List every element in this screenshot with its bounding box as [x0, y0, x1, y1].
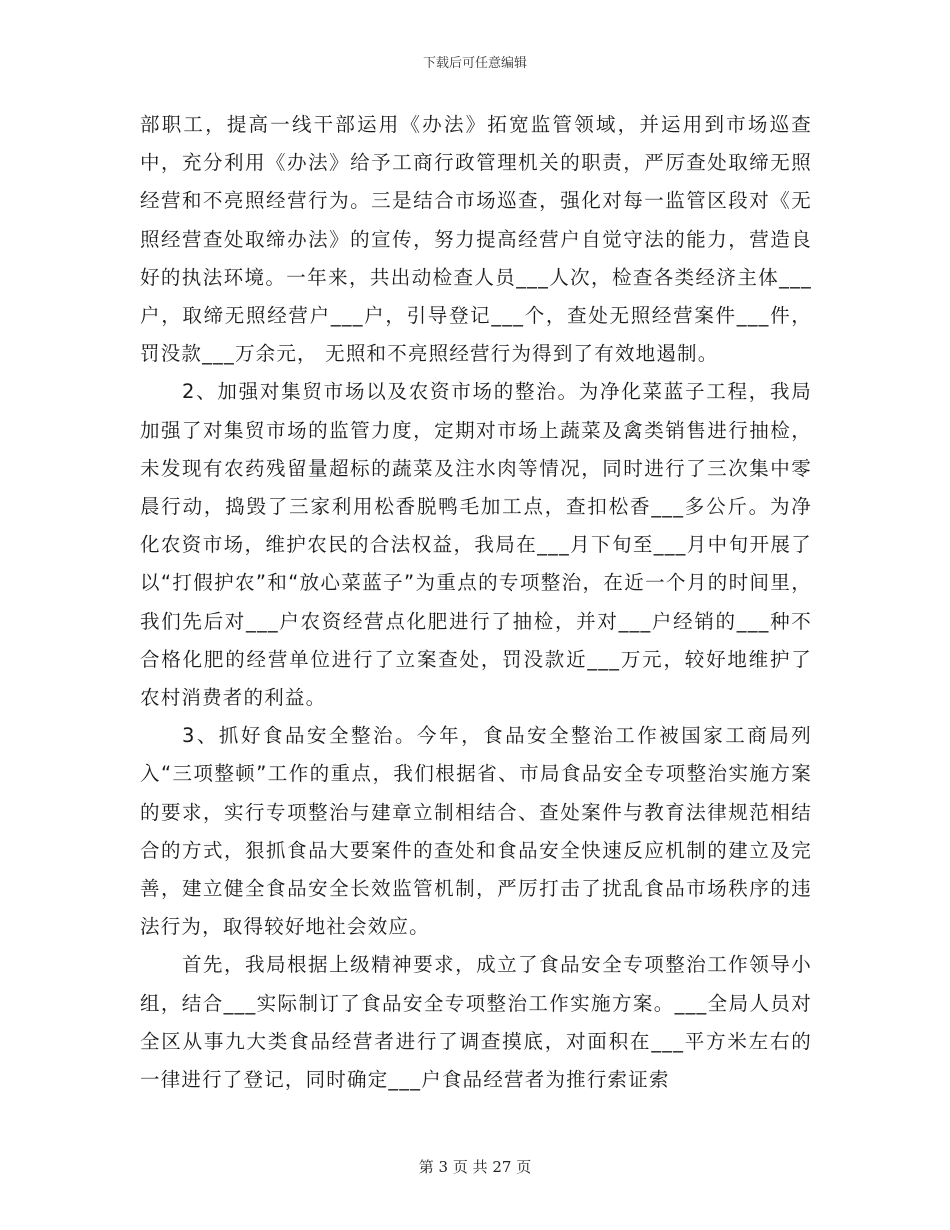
paragraph-4: 首先，我局根据上级精神要求，成立了食品安全专项整治工作领导小组，结合___实际制订了食品安全专项整治工作实施方案。___全局人员对全区从事九大类食品经营者进行了调查摸底，对面积在___平方米左右的一律进行了登记，同时确定___户食品经营者为推行索证索: [140, 953, 812, 1092]
document-body: [140, 106, 812, 1099]
paragraph-3: 3、抓好食品安全整治。今年，食品安全整治工作被国家工商局列入“三项整顿”工作的重点，我们根据省、市局食品安全专项整治实施方案的要求，实行专项整治与建章立制相结合、查处案件与教育法律规范相结合的方式，狠抓食品大要案件的查处和食品安全快速反应机制的建立及完善，建立健全食品安全长效监管机制，严厉打击了扰乱食品市场秩序的违法行为，取得较好地社会效应。: [140, 724, 812, 939]
page-number: 第 3 页 共 27 页: [418, 1158, 532, 1176]
paragraph-2: 2、加强对集贸市场以及农资市场的整治。为净化菜蓝子工程，我局加强了对集贸市场的监管力度，定期对市场上蔬菜及禽类销售进行抽检，未发现有农药残留量超标的蔬菜及注水肉等情况，同时进行了三次集中零晨行动，捣毁了三家利用松香脱鸭毛加工点，查扣松香___多公斤。为净化农资市场，维护农民的合法权益，我局在___月下旬至___月中旬开展了以“打假护农”和“放心菜蓝子”为重点的专项整治，在近一个月的时间里，我们先后对___户农资经营点化肥进行了抽检，并对___户经销的___种不合格化肥的经营单位进行了立案查处，罚没款近___万元，较好地维护了农村消费者的利益。: [140, 380, 812, 710]
paragraph-1: 部职工，提高一线干部运用《办法》拓宽监管领域，并运用到市场巡查中，充分利用《办法》给予工商行政管理机关的职责，严厉查处取缔无照经营和不亮照经营行为。三是结合市场巡查，强化对每一监管区段对《无照经营查处取缔办法》的宣传，努力提高经营户自觉守法的能力，营造良好的执法环境。一年来，共出动检查人员___人次，检查各类经济主体___户，取缔无照经营户___户，引导登记___个，查处无照经营案件___件，罚没款___万余元， 无照和不亮照经营行为得到了有效地遏制。: [140, 113, 812, 366]
header-note: 下载后可任意编辑: [422, 56, 527, 71]
